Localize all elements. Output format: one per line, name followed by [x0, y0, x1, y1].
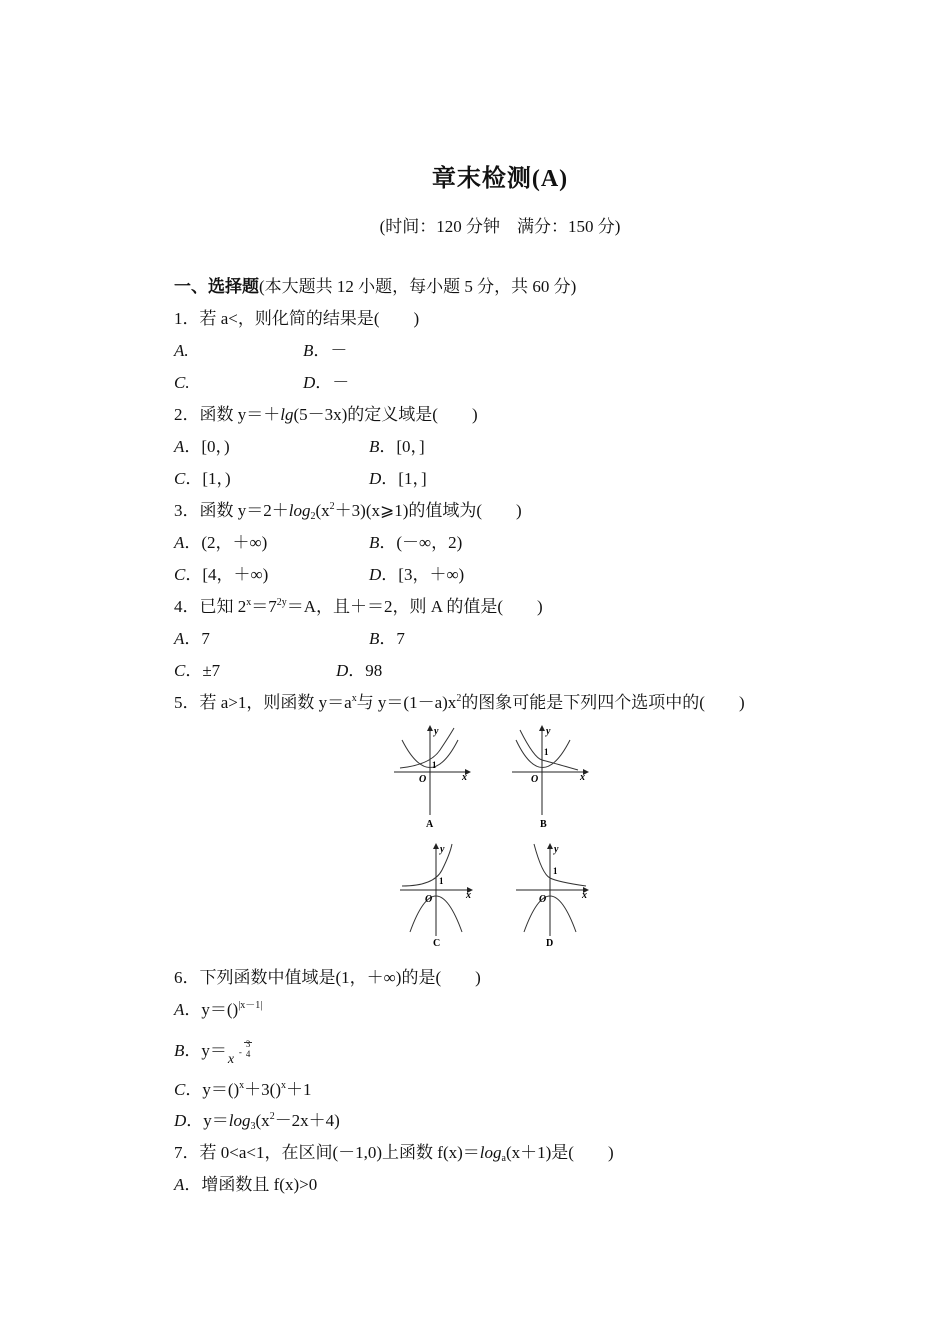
question-2-stem: 2．函数 y＝＋lg(5－3x)的定义域是( )	[174, 405, 478, 424]
graph-d-y-label: y	[554, 844, 559, 855]
graph-c-origin: O	[425, 894, 433, 905]
q1-option-d: D．－	[303, 373, 350, 392]
graph-d-one: 1	[553, 866, 558, 876]
question-1-stem: 1．若 a<，则化简的结果是( )	[174, 309, 420, 328]
q3-option-d: D．[3，＋∞)	[369, 565, 465, 584]
question-5-stem: 5．若 a>1，则函数 $y=a^x$与 $y=(1-a)x^2$的图象可能是下列四个选项中的( )	[174, 693, 745, 712]
graph-c	[400, 844, 472, 949]
question-4-stem: 4．已知 $2^x=7^{2y}=A$，且＋＝2，则 A 的值是( )	[174, 597, 543, 616]
option-letter: A.	[174, 341, 189, 360]
question-3-stem: 3．函数 $y=2+\log_2(x^2+3)(x⩾1)$的值域为( )	[174, 501, 522, 522]
graph-c-label: C	[433, 938, 441, 949]
exam-meta: (时间：120 分钟 满分：150 分)	[379, 217, 621, 236]
question-7-stem: 7．若 0<a<1，在区间(－1,0)上函数 $f(x)=\log_a(x+1)$是( )	[174, 1143, 614, 1164]
q1-option-b: B．－	[303, 341, 348, 360]
graph-a-one: 1	[432, 760, 437, 770]
graph-b-origin: O	[531, 774, 539, 785]
graph-a-origin: O	[419, 774, 427, 785]
q2-option-a: A．[0，)	[174, 437, 230, 456]
graph-b-x-label: x	[580, 772, 585, 783]
graph-c-one: 1	[439, 876, 444, 886]
q4-option-c: C．±7	[174, 661, 221, 680]
q6-option-b: B．y＝ x - 3 4	[174, 1040, 261, 1063]
section-label: 一、选择题	[174, 277, 259, 296]
page-title: 章末检测(A)	[431, 166, 569, 192]
q4-option-a: A．7	[174, 629, 210, 648]
section-heading	[174, 276, 576, 298]
graph-a-x-label: x	[462, 772, 467, 783]
q7-option-a: A．增函数且 f(x)>0	[174, 1175, 318, 1194]
graph-c-x-label: x	[466, 890, 471, 901]
graph-b-label: B	[540, 819, 547, 830]
q6-option-a: A．y＝()$^{|x-1|}$	[174, 1000, 263, 1019]
question-6-stem: 6．下列函数中值域是(1，＋∞)的是( )	[174, 968, 481, 987]
graph-c-y-label: y	[440, 844, 445, 855]
q2-option-c: C．[1，)	[174, 469, 231, 488]
q1-option-c	[174, 372, 190, 394]
option-letter: D	[303, 373, 316, 392]
q4-option-b: B．7	[369, 629, 405, 648]
graph-a-y-label: y	[434, 726, 439, 737]
q6-option-d: D．$y=\log_3(x^2-2x+4)$	[174, 1111, 340, 1132]
graph-d-x-label: x	[582, 890, 587, 901]
section-note: (本大题共 12 小题，每小题 5 分，共 60 分)	[259, 277, 577, 296]
q4-option-d: D．98	[336, 661, 383, 680]
option-letter: B	[303, 341, 314, 360]
graph-d-label: D	[546, 938, 554, 949]
q6-option-c: C．y＝()$^x$＋3()$^x$＋1	[174, 1080, 312, 1099]
graph-a-label: A	[426, 819, 434, 830]
power-expression: x - 3 4	[227, 1039, 251, 1068]
q3-option-c: C．[4，＋∞)	[174, 565, 269, 584]
q2-option-b: B．[0，]	[369, 437, 425, 456]
graph-b-one: 1	[544, 747, 549, 757]
graph-b	[512, 726, 588, 830]
q3-option-a: A．(2，＋∞)	[174, 533, 268, 552]
graph-d-origin: O	[539, 894, 547, 905]
q5-graph-figure	[380, 720, 620, 960]
q2-option-d: D．[1，]	[369, 469, 427, 488]
q1-option-a	[174, 340, 189, 362]
graph-b-y-label: y	[546, 726, 551, 737]
graph-a	[394, 726, 470, 830]
graph-d	[516, 844, 588, 949]
q3-option-b: B．(－∞，2)	[369, 533, 463, 552]
option-letter: C.	[174, 373, 190, 392]
